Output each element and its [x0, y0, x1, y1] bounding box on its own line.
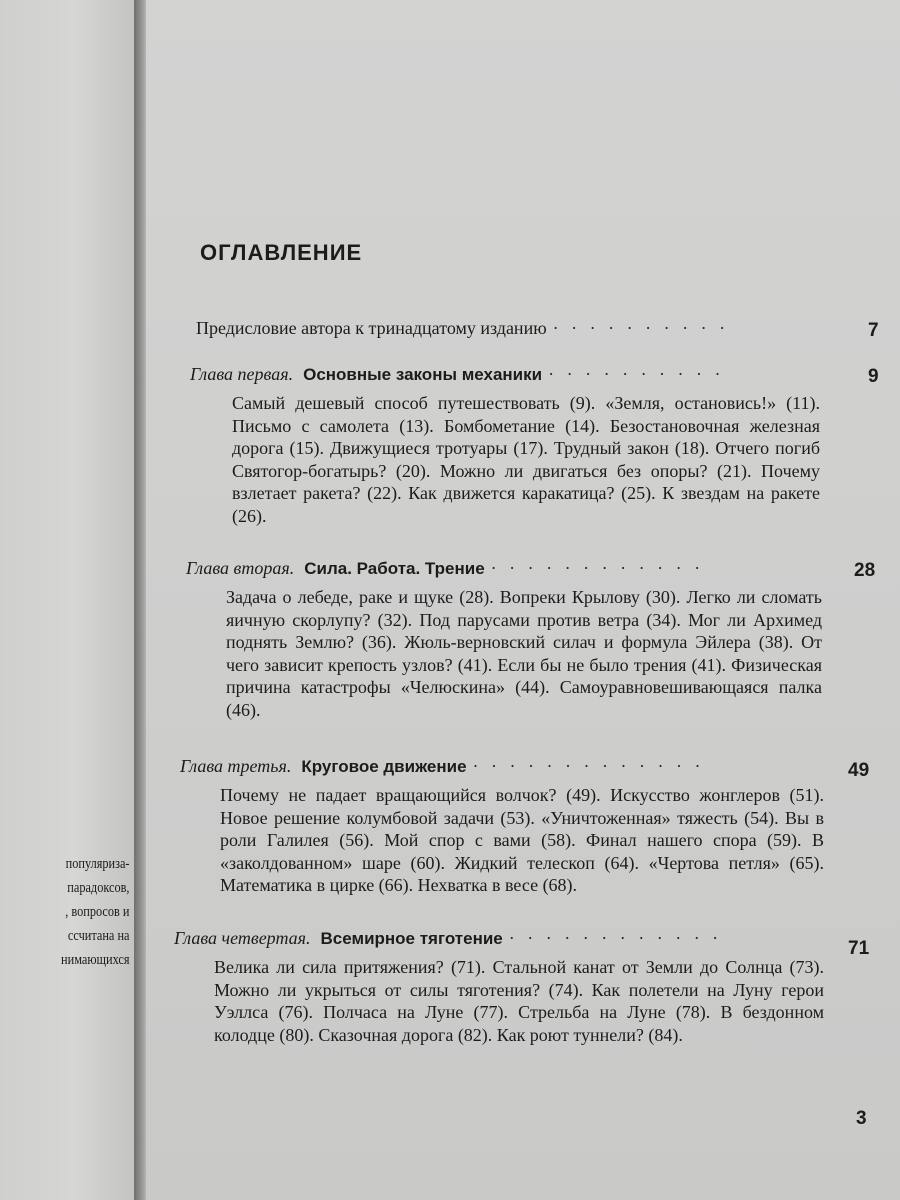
dot-leader: · · · · · · · · · · — [552, 318, 730, 338]
dot-leader: · · · · · · · · · · — [548, 364, 725, 384]
left-page-fragment: парадоксов, — [67, 880, 130, 896]
chapter-topics: Велика ли сила притяжения? (71). Стальной канат от Земли до Солнца (73). Можно ли укрыться от силы тяготения? (74). Как полетели на Луну герои Уэллса (76). Полчаса на Луне (77). Стрельба на Луне (78). В бездонном колодце (80). Сказочная дорога (82). Как роют туннели? (84). — [214, 957, 824, 1045]
dot-leader: · · · · · · · · · · · · — [508, 928, 723, 948]
left-page-fragment: ссчитана на — [68, 928, 130, 944]
toc-entry-preface — [196, 318, 822, 346]
chapter-topics: Почему не падает вращающийся волчок? (49). Искусство жонглеров (51). Новое решение колумбовой задачи (53). «Уничтоженная» тяжесть (54). Вы в роли Галилея (56). Мой спор с вами (58). Финал нашего спора (59). В «заколдованном» шаре (60). Жидкий телескоп (64). «Чертова петля» (65). Математика в цирке (66). Нехватка в весе (68). — [220, 785, 824, 896]
chapter-title: Сила. Работа. Трение — [304, 559, 485, 578]
chapter-page-number: 9 — [868, 366, 879, 387]
left-page-fragment: нимающихся — [61, 952, 130, 968]
chapter-title: Всемирное тяготение — [320, 929, 503, 948]
left-page — [0, 0, 134, 1200]
chapter-label: Глава первая. — [190, 364, 294, 384]
left-page-fragment: популяриза- — [66, 856, 130, 872]
chapter-topics: Задача о лебеде, раке и щуке (28). Вопреки Крылову (30). Легко ли сломать яичную скорлупу? (32). Под парусами против ветра (34). Мог ли Архимед поднять Землю? (36). Жюль-верновский силач и формула Эйлера (38). От чего зависит крепость узлов? (41). Если бы не было трения (41). Физическая причина катастрофы «Челюскина» (44). Самоуравновешивающаяся палка (46). — [226, 587, 822, 720]
chapter-label: Глава третья. — [180, 756, 292, 776]
chapter-topics: Самый дешевый способ путешествовать (9). «Земля, остановись!» (11). Письмо с самолета (13). Бомбометание (14). Безостановочная железная дорога (15). Движущиеся тротуары (17). Трудный закон (18). Отчего погиб Святогор-богатырь? (20). Можно ли двигаться без опоры? (21). Почему взлетает ракета? (22). Как движется каракатица? (25). К звездам на ракете (26). — [232, 393, 820, 526]
chapter-title: Круговое движение — [301, 757, 467, 776]
left-page-text-fragments — [46, 852, 130, 972]
toc-entry-chapter-1 — [190, 364, 830, 392]
preface-title: Предисловие автора к тринадцатому изданию — [196, 318, 547, 338]
chapter-label: Глава четвертая. — [174, 928, 311, 948]
preface-page-number: 7 — [868, 320, 879, 341]
toc-entry-chapter-3 — [180, 756, 840, 784]
chapter-label: Глава вторая. — [186, 558, 295, 578]
chapter-page-number: 49 — [848, 760, 870, 781]
dot-leader: · · · · · · · · · · · · — [490, 558, 705, 578]
chapter-title: Основные законы механики — [303, 365, 543, 384]
page-number: 3 — [856, 1108, 867, 1129]
left-page-fragment: , вопросов и — [65, 904, 130, 920]
toc-entry-chapter-4 — [174, 928, 842, 956]
chapter-page-number: 28 — [854, 560, 876, 581]
dot-leader: · · · · · · · · · · · · · — [472, 756, 705, 776]
page-title: ОГЛАВЛЕНИЕ — [200, 240, 363, 265]
toc-entry-chapter-2 — [186, 558, 836, 586]
chapter-page-number: 71 — [848, 938, 870, 959]
toc-page — [146, 0, 900, 1200]
